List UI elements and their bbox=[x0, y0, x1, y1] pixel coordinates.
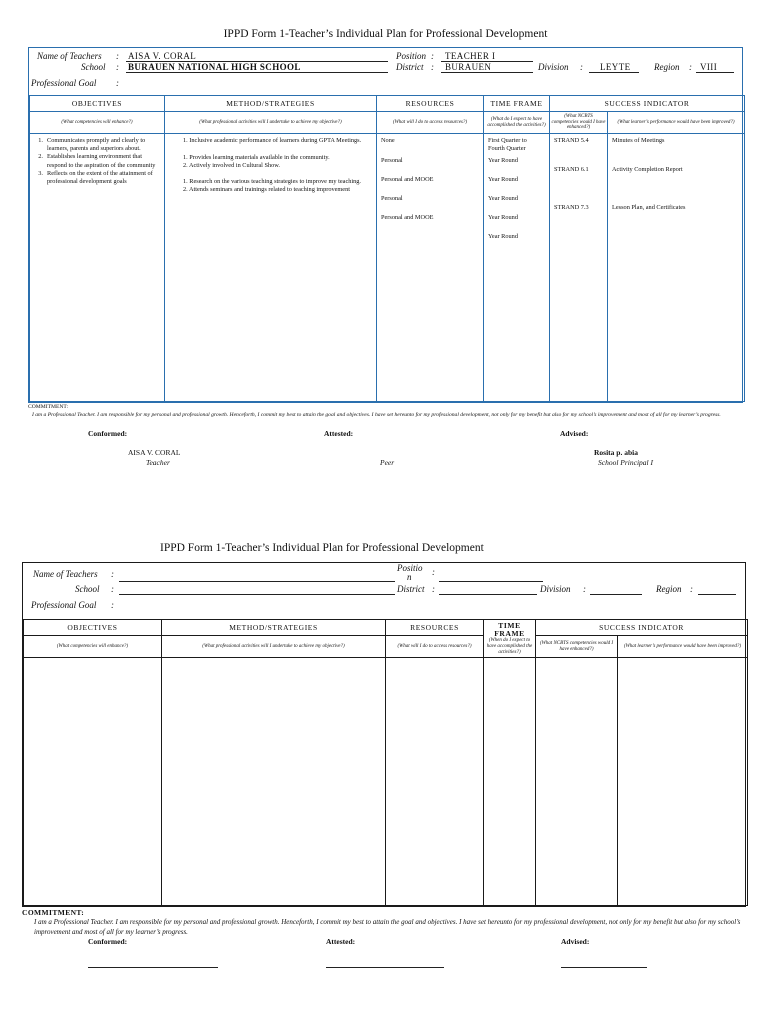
advised-label: Advised: bbox=[561, 937, 590, 946]
division-value[interactable]: LEYTE bbox=[600, 62, 631, 72]
form-box bbox=[22, 562, 746, 907]
name-label: Name of Teachers bbox=[37, 51, 102, 61]
objectives-header: OBJECTIVES bbox=[30, 96, 165, 112]
list-item: Year Round bbox=[488, 214, 518, 221]
resources-cell[interactable] bbox=[386, 658, 484, 906]
commitment bbox=[22, 908, 746, 937]
form-box bbox=[28, 47, 743, 403]
ippd-form-blank bbox=[22, 542, 746, 983]
commitment-text: I am a Professional Teacher. I am responsible for my personal and professional growth. Henceforth, I commit my best to attain the goal and objectives. I have set hereunto for my professional development, not only for my benefit but also for my school’s improvement and most of all for my learner’s progress. bbox=[34, 918, 741, 936]
list-item: 2. Attends seminars and trainings related to teaching improvement bbox=[183, 185, 350, 193]
performance-cell[interactable] bbox=[608, 134, 745, 402]
name-field[interactable] bbox=[119, 581, 395, 582]
ippd-form-filled bbox=[28, 28, 743, 468]
school-value[interactable]: BURAUEN NATIONAL HIGH SCHOOL bbox=[128, 62, 301, 72]
region-field[interactable] bbox=[698, 594, 736, 595]
position-label: Position bbox=[396, 51, 427, 61]
position-label: Positio bbox=[397, 563, 423, 573]
division-field[interactable] bbox=[590, 594, 642, 595]
list-item: 1. Research on the various teaching strategies to improve my teaching. bbox=[183, 177, 362, 185]
name-value[interactable]: AISA V. CORAL bbox=[128, 51, 197, 61]
teacher-role: Teacher bbox=[146, 458, 170, 468]
commitment-heading: COMMITMENT: bbox=[28, 404, 69, 410]
list-item: 1. Inclusive academic performance of learners during GPTA Meetings. bbox=[183, 137, 362, 144]
resources-cell[interactable] bbox=[377, 134, 484, 402]
objectives-cell[interactable] bbox=[24, 658, 162, 906]
methods-cell[interactable] bbox=[162, 658, 386, 906]
list-item: None bbox=[381, 137, 395, 144]
district-label: District bbox=[397, 584, 425, 594]
commitment-heading: COMMITMENT: bbox=[22, 908, 85, 917]
advised-signature-line[interactable] bbox=[561, 967, 647, 968]
teacher-name: AISA V. CORAL bbox=[128, 448, 181, 458]
goal-label: Professional Goal bbox=[31, 600, 97, 610]
region-label: Region bbox=[654, 62, 680, 72]
methods-cell[interactable] bbox=[165, 134, 377, 402]
success-indicator-header: SUCCESS INDICATOR bbox=[550, 96, 745, 112]
plan-table: OBJECTIVES METHOD/STRATEGIES RESOURCES TIME FRAME SUCCESS INDICATOR (What competencies will enhance?) (What professional activities will I undertake to achieve my objective?) (What will I do to access resources?) (What do I expect to have accomplished the activities?) (What NCBTS competencies would I have enhanced?) (What learner’s performance would have been improved?) 1. Communicates promptly and clearly to learners, parents and superiors about. 2. Establishes learning environment that respond to the aspiration of the community 3. Reflects on the extent of the attainment of professional development goals 1. Inclusive academic performance of learners during GPTA Meetings. 1. Provides learning materials available in the community. 2. Actively involved in Cultural Show. 1. Research on the various teaching strategies to improve my teaching. 2. Attends seminars and trainings related to teaching improvement None Personal Personal and MOOE Personal Personal and MOOE First Quarter to Fourth Quarter Year Round Year Round Year Round Year Round Year Round STRAND 5.4 STRAND 6.1 STRAND 7.3 Minutes of Meetings Activity Completion Report Lesson Plan, and Certificates bbox=[29, 95, 745, 402]
methods-header: METHOD/STRATEGIES bbox=[165, 96, 377, 112]
conformed-signature-line[interactable] bbox=[88, 967, 218, 968]
list-item: 2. Actively involved in Cultural Show. bbox=[183, 162, 281, 170]
school-field[interactable] bbox=[119, 594, 395, 595]
form-header: Name of Teachers : School : Positio n : District : Division : Region : Professional Goal : bbox=[23, 563, 745, 619]
performance-cell[interactable] bbox=[618, 658, 748, 906]
resources-header: RESOURCES bbox=[377, 96, 484, 112]
list-item: First Quarter to Fourth Quarter bbox=[488, 137, 527, 153]
objectives-header: OBJECTIVES bbox=[24, 620, 162, 636]
principal-role: School Principal I bbox=[598, 458, 653, 468]
list-item: Lesson Plan, and Certificates bbox=[612, 204, 686, 211]
district-value[interactable]: BURAUEN bbox=[445, 62, 492, 72]
district-label: District bbox=[396, 62, 424, 72]
list-item: 2. Establishes learning environment that respond to the aspiration of the community bbox=[38, 153, 156, 169]
conformed-label: Conformed: bbox=[88, 937, 128, 946]
signature-section bbox=[28, 419, 743, 468]
time-frame-cell[interactable] bbox=[484, 134, 550, 402]
region-label: Region bbox=[656, 584, 682, 594]
attested-label: Attested: bbox=[326, 937, 356, 946]
attested-label: Attested: bbox=[324, 429, 354, 439]
form-title: IPPD Form 1-Teacher’s Individual Plan for Professional Development bbox=[223, 28, 548, 40]
attested-signature-line[interactable] bbox=[326, 967, 444, 968]
goal-label: Professional Goal bbox=[31, 78, 97, 88]
region-value[interactable]: VIII bbox=[700, 62, 718, 72]
list-item: 1. Communicates promptly and clearly to learners, parents and superiors about. bbox=[38, 137, 146, 153]
position-field[interactable] bbox=[439, 581, 543, 582]
list-item: STRAND 5.4 bbox=[554, 137, 589, 144]
success-indicator-header: SUCCESS INDICATOR bbox=[536, 620, 748, 636]
list-item: Year Round bbox=[488, 157, 518, 164]
school-label: School bbox=[81, 62, 106, 72]
time-frame-header: TIME FRAME (When do I expect to have accomplished the activities?) bbox=[484, 620, 536, 658]
list-item: Personal bbox=[381, 157, 403, 164]
conformed-label: Conformed: bbox=[88, 429, 128, 439]
school-label: School bbox=[75, 584, 100, 594]
list-item: Minutes of Meetings bbox=[612, 137, 665, 144]
list-item: Personal bbox=[381, 195, 403, 202]
list-item: STRAND 7.3 bbox=[554, 204, 589, 211]
ncbts-cell[interactable] bbox=[550, 134, 608, 402]
methods-header: METHOD/STRATEGIES bbox=[162, 620, 386, 636]
signature-section bbox=[22, 937, 746, 983]
time-frame-cell[interactable] bbox=[484, 658, 536, 906]
list-item: STRAND 6.1 bbox=[554, 166, 589, 173]
commitment bbox=[28, 404, 743, 419]
plan-table: OBJECTIVES METHOD/STRATEGIES RESOURCES TIME FRAME (When do I expect to have accomplished the activities?) SUCCESS INDICATOR (What competencies will enhance?) (What professional activities will I undertake to achieve my objective?) (What will I do to access resources?) (What NCBTS competencies would I have enhanced?) (What learner’s performance would have been improved?) bbox=[23, 619, 748, 906]
objectives-cell[interactable] bbox=[30, 134, 165, 402]
list-item: 3. Reflects on the extent of the attainment of professional development goals bbox=[38, 169, 153, 185]
commitment-text: I am a Professional Teacher. I am responsible for my personal and professional growth. Henceforth, I commit my best to attain the goal and objectives. I have set hereunto for my professional development, not only for my benefit but also for my school’s improvement and most of all for my learner’s progress. bbox=[32, 411, 721, 418]
list-item: Year Round bbox=[488, 176, 518, 183]
resources-header: RESOURCES bbox=[386, 620, 484, 636]
list-item: Year Round bbox=[488, 233, 518, 240]
peer-role: Peer bbox=[380, 458, 395, 468]
name-label: Name of Teachers bbox=[33, 569, 98, 579]
list-item: Year Round bbox=[488, 195, 518, 202]
time-frame-header: TIME FRAME bbox=[484, 96, 550, 112]
form-title: IPPD Form 1-Teacher’s Individual Plan for Professional Development bbox=[160, 542, 484, 554]
list-item: Personal and MOOE bbox=[381, 176, 434, 183]
form-header: Name of Teachers : AISA V. CORAL School : BURAUEN NATIONAL HIGH SCHOOL Position : TEACHER I District : BURAUEN Division : LEYTE Region : VIII Professional Goal : bbox=[29, 48, 742, 95]
list-item: 1. Provides learning materials available in the community. bbox=[183, 154, 330, 162]
position-value[interactable]: TEACHER I bbox=[445, 51, 496, 61]
district-field[interactable] bbox=[439, 594, 537, 595]
principal-name: Rosita p. abia bbox=[594, 448, 638, 458]
division-label: Division bbox=[540, 584, 571, 594]
list-item: Activity Completion Report bbox=[612, 166, 683, 173]
advised-label: Advised: bbox=[560, 429, 589, 439]
ncbts-cell[interactable] bbox=[536, 658, 618, 906]
division-label: Division bbox=[538, 62, 569, 72]
list-item: Personal and MOOE bbox=[381, 214, 434, 221]
